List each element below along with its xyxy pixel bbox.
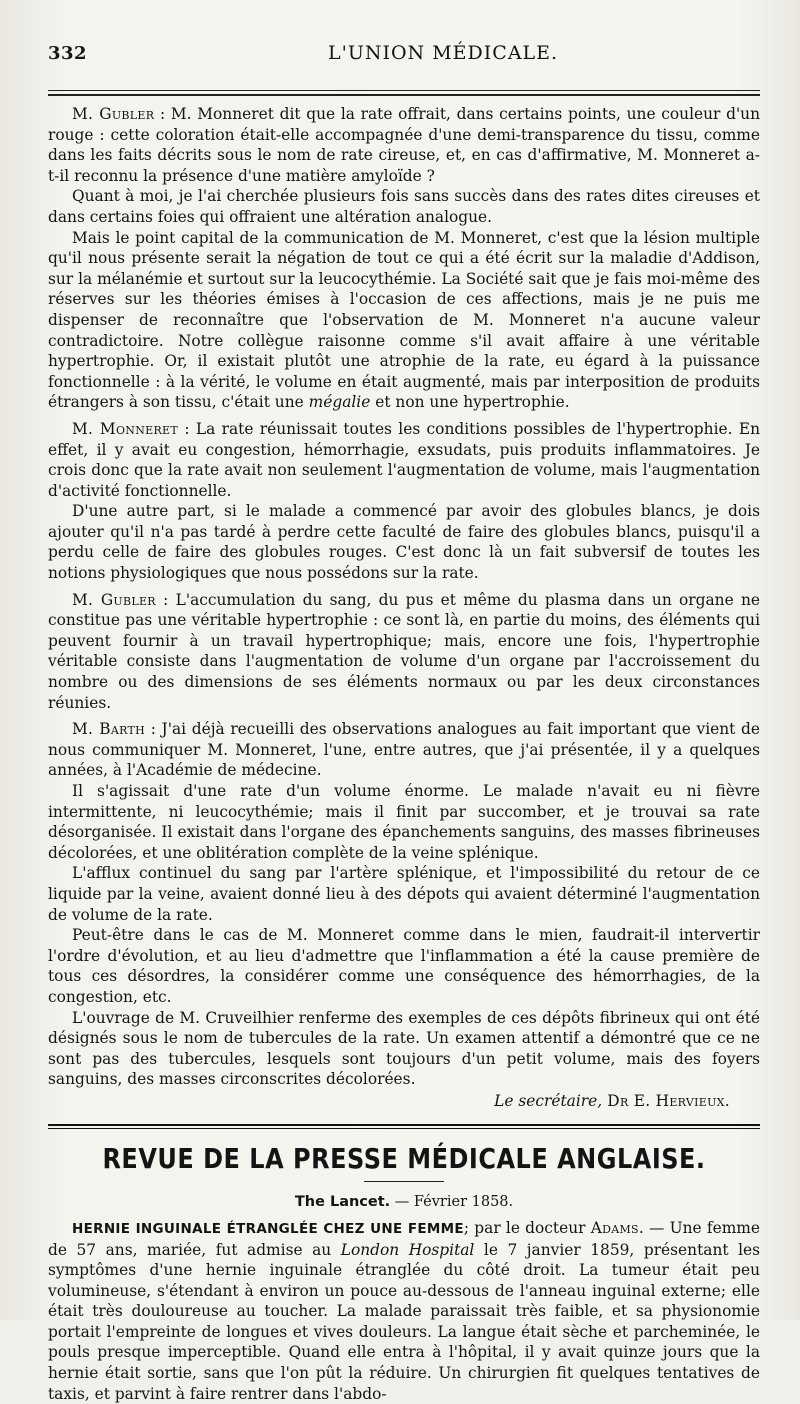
paragraph-text: Mais le point capital de la communication de M. Monneret, c'est que la lésion multiple qu'il nous présente serait la négation de tout ce qui a été écrit sur la maladie d'Addison, sur la mélanémie et surtout sur la leucocythémie. La Société sait que je fais moi-même des réserves sur les théories émises à l'occasion de ces affections, mais je ne puis me dispenser de reconnaître que l'observation de M. Monneret n'a aucune valeur contradictoire. Notre collègue raisonne comme s'il avait affaire à une véritable hypertrophie. Or, il existait plutôt une atrophie de la rate, eu égard à la puissance fonctionnelle : à la vérité, le volume en était augmenté, mais par interposition de produits étrangers à son tissu, c'était une: [48, 228, 760, 412]
page-number: 332: [48, 43, 88, 64]
paragraph-monneret: [48, 419, 760, 501]
paragraph-text: : J'ai déjà recueilli des observations analogues au fait important que vient de nous communiquer M. Monneret, l'une, entre autres, que j'ai présentée, il y a quelques années, à l'Académie de médecine.: [48, 720, 761, 780]
article-author: Adams: [590, 1218, 639, 1237]
review-article: [48, 1218, 760, 1404]
paragraph-barth: [48, 719, 760, 781]
paragraph-text: et non une hypertrophie.: [370, 393, 570, 412]
italic-term: mégalie: [308, 393, 371, 412]
header-rule: [48, 90, 760, 91]
speaker-name: M. Monneret: [72, 419, 178, 438]
speaker-name: M. Barth: [72, 720, 146, 739]
section-divider: [48, 1124, 760, 1129]
paragraph: Peut-être dans le cas de M. Monneret comme dans le mien, faudrait-il intervertir l'ordre d'évolution, et au lieu d'admettre que l'inflammation a été la cause première de tous ces désordres, la considérer comme une conséquence des hémorrhagies, de la congestion, etc.: [48, 926, 760, 1006]
header-rule-bold: [48, 94, 760, 96]
divider-bold: [48, 1124, 760, 1126]
speaker-name: M. Gubler: [72, 590, 156, 609]
source-journal: The Lancet.: [294, 1193, 391, 1210]
running-head: [48, 22, 760, 62]
paragraph-gubler-1: [48, 104, 760, 186]
paragraph: L'afflux continuel du sang par l'artère splénique, et l'impossibilité du retour de ce liquide par la veine, avaient donné lieu à des dépots qui avaient déterminé l'augmentation de volume de la rate.: [48, 864, 760, 924]
article-text: ; par le docteur: [463, 1218, 591, 1237]
paragraph: Il s'agissait d'une rate d'un volume énorme. Le malade n'avait eu ni fièvre intermittente, ni leucocythémie; mais il finit par succomber, et je trouvai sa rate désorganisée. Il existait dans l'organe des épanchements sanguins, des masses fibrineuses décolorées, et une oblitération complète de la veine splénique.: [48, 782, 760, 862]
hospital-name: London Hospital: [340, 1240, 475, 1259]
source-date: — Février 1858.: [390, 1193, 514, 1210]
source-line: [48, 1194, 760, 1210]
paragraph-text: : M. Monneret dit que la rate offrait, dans certains points, une couleur d'un rouge : cette coloration était-elle accompagnée d'une demi-transparence du tissu, comme dans les faits décrits sous le nom de rate cireuse, et, en cas d'affirmative, M. Monneret a-t-il reconnu la présence d'une matière amyloïde ?: [48, 105, 760, 185]
paragraph: D'une autre part, si le malade a commencé par avoir des globules blancs, je dois ajouter qu'il n'a pas tardé à perdre cette faculté de faire des globules blancs, puisqu'il a perdu celle de faire des globules rouges. C'est donc là un fait subversif de toutes les notions physiologiques que nous possédons sur la rate.: [48, 502, 760, 583]
signature-name: Dr E. Hervieux.: [602, 1091, 730, 1110]
paragraph: [48, 228, 760, 413]
signature-role: Le secrétaire,: [494, 1091, 603, 1110]
signature: [48, 1092, 760, 1110]
society-discussion: [48, 104, 760, 1090]
article-text: le 7 janvier 1859, présentant les symptômes d'une hernie inguinale étranglée du côté droit. La tumeur était peu volumineuse, s'étendant à environ un pouce au-dessous de l'anneau inguinal externe; elle était très douloureuse au toucher. La malade paraissait très faible, et sa physionomie portait l'empreinte de longues et vives douleurs. La langue était sèche et parcheminée, le pouls presque imperceptible. Quand elle entra à l'hôpital, il y avait quinze jours que la hernie était sortie, sans que l'on pût la réduire. Un chirurgien fit quelques tentatives de taxis, et parvint à faire rentrer dans l'abdo-: [48, 1240, 760, 1403]
divider-thin: [48, 1128, 760, 1129]
speaker-name: M. Gubler: [72, 105, 155, 123]
paragraph: Quant à moi, je l'ai cherchée plusieurs fois sans succès dans des rates dites cireuses et dans certains foies qui offraient une altération analogue.: [48, 187, 760, 226]
paragraph: L'ouvrage de M. Cruveilhier renferme des exemples de ces dépôts fibrineux qui ont été désignés sous le nom de tubercules de la rate. Un examen attentif a démontré que ce ne sont pas des tubercules, lesquels sont toujours d'un petit volume, mais des foyers sanguins, des masses circonscrites décolorées.: [48, 1008, 760, 1089]
article-paragraph: [48, 1218, 760, 1404]
paragraph-gubler-2: [48, 590, 760, 714]
title-rule: [364, 1181, 444, 1182]
article-title: HERNIE INGUINALE ÉTRANGLÉE CHEZ UNE FEMME: [72, 1220, 464, 1237]
paragraph-text: : La rate réunissait toutes les conditions possibles de l'hypertrophie. En effet, il y avait eu congestion, hémorrhagie, exsudats, puis produits inflammatoires. Je crois donc que la rate avait non seulement l'augmentation de volume, mais l'augmentation d'activité fonctionnelle.: [48, 419, 760, 500]
article-text: . — Une femme de 57 ans, mariée, fut admise au: [48, 1218, 760, 1259]
section-title: REVUE DE LA PRESSE MÉDICALE ANGLAISE.: [102, 1142, 706, 1176]
journal-title: L'UNION MÉDICALE.: [328, 42, 559, 64]
paragraph-text: : L'accumulation du sang, du pus et même du plasma dans un organe ne constitue pas une véritable hypertrophie : ce sont là, en partie du moins, des éléments qui peuvent fournir à un travail hypertrophique; mais, encore une fois, l'hypertrophie véritable consiste dans l'augmentation de volume d'un organe par l'accroissement du nombre ou des dimensions de ses éléments normaux ou par les deux circonstances réunies.: [48, 590, 761, 712]
